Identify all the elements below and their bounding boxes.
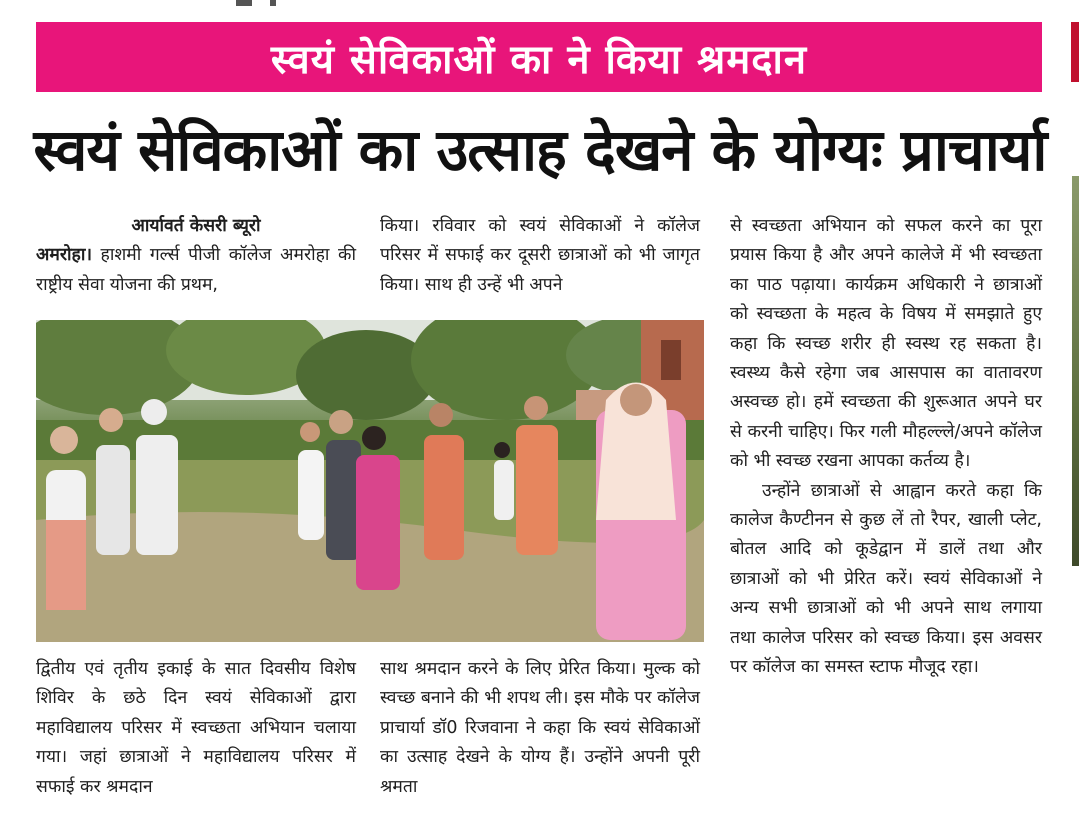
clipped-edge-mark <box>270 0 276 6</box>
article-column-2-bottom <box>380 655 700 802</box>
article-column-2-top <box>380 212 700 300</box>
article-column-3 <box>730 212 1042 683</box>
column-3-paragraph-2: उन्होंने छात्राओं से आह्वान करते कहा कि कालेज कैण्टीनन से कुछ लें तो रैपर, खाली प्लेट, बोतल आदि को कूडेद्वान में डालें तथा और छात्राओं को भी प्रेरित करें। स्वयं सेविकाओं ने अन्य सभी छात्राओं को भी अपने साथ लगाया तथा कालेज परिसर को स्वच्छ किया। इस अवसर पर कॉलेज का समस्त स्टाफ मौजूद रहा। <box>730 480 1042 678</box>
lead-text: हाशमी गर्ल्स पीजी कॉलेज अमरोहा की राष्ट्रीय सेवा योजना की प्रथम, <box>36 245 356 295</box>
lead-paragraph <box>36 241 356 300</box>
headline: स्वयं सेविकाओं का उत्साह देखने के योग्यः प्राचार्या <box>33 116 1047 184</box>
kicker-text: स्वयं सेविकाओं का ने किया श्रमदान <box>270 36 808 83</box>
column-2-continued: साथ श्रमदान करने के लिए प्रेरित किया। मुल्क को स्वच्छ बनाने की भी शपथ ली। इस मौके पर कॉलेज प्राचार्या डॉ0 रिजवाना ने कहा कि स्वयं सेविकाओं का उत्साह देखने के योग्य हैं। उन्होंने अपनी पूरी श्रमता <box>380 659 700 797</box>
kicker-banner <box>36 22 1042 92</box>
article-column-1-bottom <box>36 655 356 802</box>
column-2-text: किया। रविवार को स्वयं सेविकाओं ने कॉलेज परिसर में सफाई कर दूसरी छात्राओं को भी जागृत किया। साथ ही उन्हें भी अपने <box>380 216 700 295</box>
news-photo <box>36 320 704 642</box>
article-column-1-top <box>36 212 356 300</box>
column-1-continued: द्वितीय एवं तृतीय इकाई के सात दिवसीय विशेष शिविर के छठे दिन स्वयं सेविकाओं द्वारा महाविद्यालय परिसर में स्वच्छता अभियान चलाया गया। जहां छात्राओं ने महाविद्यालय परिसर में सफाई कर श्रमदान <box>36 659 356 797</box>
dateline-place: अमरोहा। <box>36 245 92 266</box>
column-3-paragraph-1: से स्वच्छता अभियान को सफल करने का पूरा प्रयास किया है और अपने कालेजे में भी स्वच्छता का पाठ पढ़ाया। कार्यक्रम अधिकारी ने छात्राओं को स्वच्छता के महत्व के विषय में समझाते हुए कहा कि स्वच्छ शरीर ही स्वस्थ रह सकता है। स्वस्थ्य कैसे रहेगा जब आसपास का वातावरण अस्वच्छ हो। हमें स्वच्छता की शुरूआत अपने घर से करनी चाहिए। फिर गली मौहल्ल्ले/अपने कॉलेज को भी स्वच्छ रखना आपका कर्तव्य है। <box>730 216 1042 472</box>
photo-illustration <box>36 320 704 642</box>
byline: आर्यावर्त केसरी ब्यूरो <box>131 216 261 236</box>
adjacent-article-edge <box>1071 22 1079 82</box>
adjacent-photo-edge <box>1072 176 1079 566</box>
clipped-edge-mark <box>236 0 252 6</box>
